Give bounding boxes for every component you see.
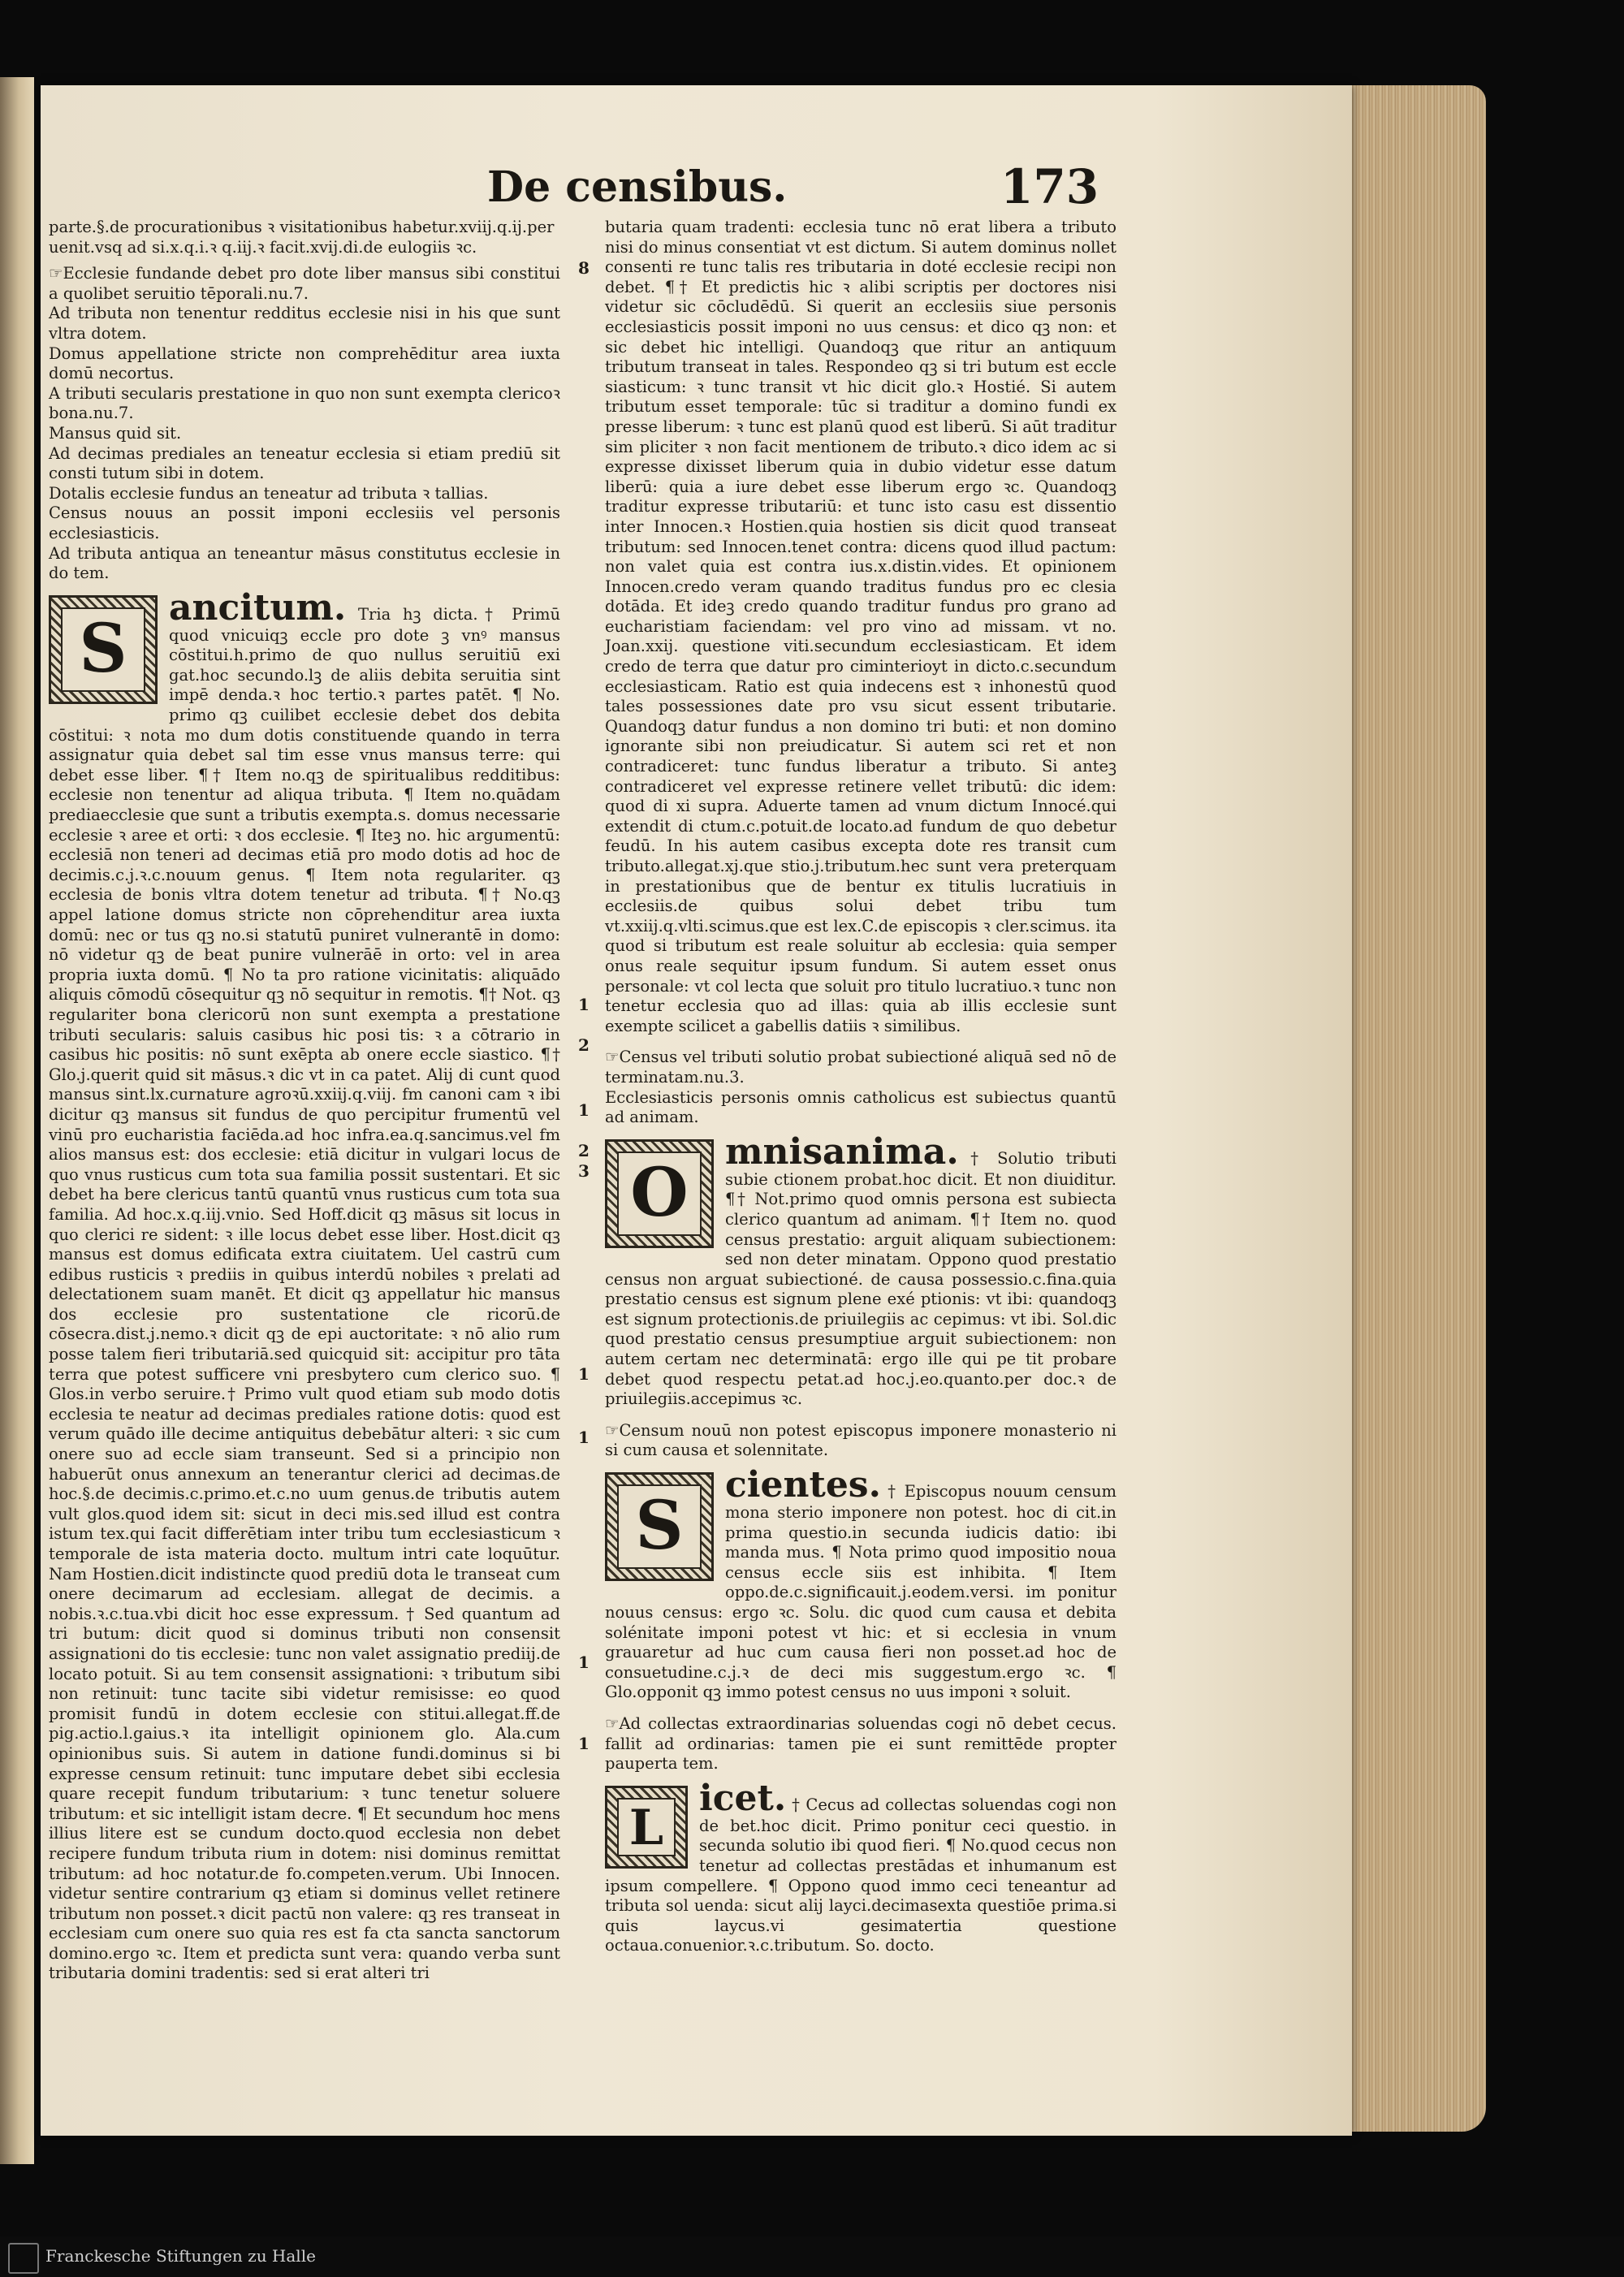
summary-list [49,264,560,584]
commentary-text: Tria hꝫ dicta.† Primū quod vnicuiqꝫ eccle pro dote ꝫ vnꝰ mansus cōstitui.h.primo de quo nullus seruitiū exi gat.hoc secundo.lꝫ de aliis debita seruitia sint impē denda.ꝛ hoc tertio.ꝛ partes patēt. ¶ No. primo qꝫ cuilibet ecclesie debet dos debita cōstitui: ꝛ nota mo dum dotis constituende quando in terra assignatur quia debet sal tim esse vnus mansus terre: qui debet esse liber. ¶† Item no.qꝫ de spiritualibus redditibus: ecclesie non tenentur ad aliqua tributa. ¶ Item no.quādam prediaecclesie que sunt a tributis exempta.s. domus necessarie ecclesie ꝛ aree et orti: ꝛ dos ecclesie. ¶ Iteꝫ no. hic argumentū: ecclesiā non teneri ad decimas etiā pro modo dotis ad hoc de decimis.c.j.ꝛ.c.nouum genus. ¶ Item nota regulariter. qꝫ ecclesia de bonis vltra dotem tenetur ad tributa. ¶† No.qꝫ appel latione domus stricte non cōprehenditur area iuxta domū: nec or tus qꝫ no.si statutū puniret vulnerantē in domo: nō videtur qꝫ de beat punire vulnerāē in orto: vel in area propria iuxta domū. ¶ No ta pro ratione vicinitatis: aliquādo aliquis cōmodū cōsequitur qꝫ nō sequitur in remotis. ¶† Not. qꝫ regulariter bona clericorū non sunt exempta a prestatione tributi secularis: saluis casibus hic posi tis: ꝛ a cōtrario in casibus hic positis: nō sunt exēpta ab onere eccle siastico. ¶† Glo.j.querit quid sit māsus.ꝛ dic vt in ca patet. Alij di cunt quod mansus sint.lx.curnature agroꝛū.xxiij.q.viij. fm canoni cam ꝛ ibi dicitur qꝫ mansus sit fundus de quo percipitur frumentū vel vinū pro eucharistia faciēda.ad hoc infra.ea.q.sancimus.vel fm alios mansus est: dos ecclesie: etiā dicitur in vulgari locus de quo vnus rusticus cum tota sua familia possit sustentari. Et sic debet ha bere clericus tantū quantū vnus rusticus cum tota sua familia. Ad hoc.x.q.iij.vnio. Sed Hoff.dicit qꝫ māsus sit locus in quo clerici re sident: ꝛ ille locus debet esse liber. Host.dicit qꝫ mansus est domus edificata extra ciuitatem. Uel castrū cum edibus rusticis ꝛ prediis in quibus interdū nobiles ꝛ prelati ad delectationem suam manēt. Et dicit qꝫ appellatur hic mansus dos ecclesie pro sustentatione cle ricorū.de cōsecra.dist.j.nemo.ꝛ dicit qꝫ de epi auctoritate: ꝛ nō alio rum posse talem fieri tributariā.sed quicquid sit: accipitur pro tāta terra que potest sufficere vni presbytero cum clerico suo. ¶ Glos.in verbo seruire.† Primo vult quod etiam sub modo dotis ecclesia te neatur ad decimas prediales ratione dotis: quod est verum quādo ille decime antiquitus debebātur alteri: ꝛ sic cum onere suo ad eccle siam transeunt. Sed si a principio non habuerūt onus annexum an tenerantur clerici ad decimas.de hoc.§.de decimis.c.primo.et.c.no uum genus.de tributis autem vult glos.quod idem sit: sicut in deci mis.sed illud est contra istum tex.qui facit differētiam inter tribu tum ecclesiasticum ꝛ temporale de ista materia docto. multum intri cate loquūtur. Nam Hostien.dicit indistincte quod prediū dota le transeat cum onere decimarum ad ecclesiam. allegat de decimis. a nobis.ꝛ.c.tua.vbi dicit hoc esse expressum. † Sed quantum ad tri butum: dicit quod si dominus tributi non consensit assignationi do tis ecclesie: tunc non valet assignatio prediij.de locato potuit. Si au tem consensit assignationi: ꝛ tributum sibi non retinuit: tunc tacite sibi videtur remisisse: eo quod promisit fundū in dotem ecclesie con stitui.allegat.ff.de pig.actio.l.gaius.ꝛ ita intelligit opinionem glo. Ala.cum opinionibus suis. Si autem in datione fundi.dominus si bi expresse censum retinuit: tunc imputare debet sibi ecclesia quare recepit fundum tributarium: ꝛ tunc tenetur soluere tributum: et sic intelligit istam decre. ¶ Et secundum hoc mens illius litere est se cundum docto.quod ecclesia non debet recipere fundum tributa rium in dotem: nisi dominus remittat tributum: ad hoc notatur.de fo.competen.verum. Ubi Innocen. videtur sentire contrarium qꝫ etiam si dominus vellet retinere tributum non posset.ꝛ dicit pactū non valere: qꝫ res transeat in ecclesiam cum onere suo quia res est fa cta sancta sanctorum domino.ergo ꝛc. Item et predicta sunt vera: quando verba sunt tributaria domini tradentis: sed si erat alteri tri [49,604,561,1983]
summary-item: Ad tributa antiqua an teneantur māsus constitutus ecclesie in do tem. [49,543,560,583]
summary-item: Domus appellatione stricte non comprehēditur area iuxta domū necortus. [49,343,560,383]
previous-page-edge [0,77,34,2164]
margin-number: 2 [578,1141,590,1160]
right-column [605,218,1116,1956]
commentary-text: † Cecus ad collectas soluendas cogi non de bet.hoc dicit. Primo ponitur ceci questio. in secunda solutio ibi quod fieri. ¶ No.quod cecus non tenetur ad collectas prestādas et inhumanum est ipsum compellere. ¶ Oppono quod immo ceci teneantur ad tributa sol uenda: sicut alij layci.decimasexta questiōe prima.si quis laycus.vi gesimatertia questione octaua.conuenior.ꝛ.c.tributum. So. docto. [605,1795,1116,1955]
commentary-text: butaria quam tradenti: ecclesia tunc nō erat libera a tributo nisi do minus consentiat vt est dictum. Si autem dominus nollet consenti re tunc talis res tributaria in doté ecclesie recipi non debet. ¶† Et predictis hic ꝛ alibi scriptis per doctores nisi videtur sic cōcludēdū. Si querit an ecclesiis siue personis ecclesiasticis possit imponi no uus census: et dico qꝫ non: et sic debet hic intelligi. Quandoqꝫ que ritur an antiquum tributum transeat in tales. Respondeo qꝫ si tri butum est eccle siasticum: ꝛ tunc transit vt hic dicit glo.ꝛ Hostié. Si autem tributum esset temporale: tūc si traditur a domino fundi ex presse liberum: ꝛ tunc est planū quod est liberū. Si aūt traditur sim pliciter ꝛ non facit mentionem de tributo.ꝛ dico idem ac si expresse dixisset liberum quia in dubio videtur esse datum liberū: quia a iure debet esse liberum ergo ꝛc. Quandoqꝫ traditur expresse tributariū: et tunc isto casu est dissentio inter Innocen.ꝛ Hostien.quia hostien sis dicit quod transeat tributum: sed Innocen.tenet contra: dicens quod illud pactum: non valet quia est contra ius.x.distin.vides. Et opinionem Innocen.credo veram quando traditus fundus pro ec clesia dotāda. Et ideꝫ credo quando traditur fundus pro grano ad eucharistiam faciendam: vel pro vino ad missam. vt no. Joan.xxij. questione viti.secundum ecclesiasticam. Et idem credo de terra que datur pro ciminterioyt in dicto.c.secundum ecclesiasticam. Ratio est quia indecens est ꝛ inhonestū quod tales possessiones date pro vsu sicut essent tributarie. Quandoqꝫ datur fundus a non domino tri buti: et non domino ignorante sibi non preiudicatur. Si autem sci ret et non contradiceret: tunc fundus liberatur a tributo. Si anteꝫ contradiceret vel expresse retinere vellet tributū: dic idem: quod di xi supra. Aduerte tamen ad vnum dictum Innocé.qui extendit di ctum.c.potuit.de locato.ad fundum de quo debetur feudū. In his autem casibus excepta dote res transit cum tributo.allegat.xj.que stio.j.tributum.hec sunt vera preterquam in prestationibus que de bentur ex titulis lucratiuis in ecclesiis.de quibus solui debet tribu tum vt.xxiij.q.vlti.scimus.que est lex.C.de episcopis ꝛ cler.scimus. ita quod si tributum est reale soluitur ab ecclesia: quia semper onus reale sequitur ipsum fundum. Si autem esset onus personale: vt col lecta que soluit pro titulo lucratiuo.ꝛ tunc non tenetur ecclesia quo ad illas: quia ab illis ecclesie sunt exempte scilicet a gabellis datiis ꝛ similibus. [605,218,1116,1035]
summary-item: ☞Ad collectas extraordinarias soluendas cogi nō debet cecus. fallit ad ordinarias: tamen pie ei sunt remittēde propter pauperta tem. [605,1713,1116,1774]
book-page-edges [1344,85,1486,2132]
decorated-initial: S [49,595,158,704]
margin-number: 1 [578,1100,590,1120]
summary-item: Ad tributa non tenentur redditus ecclesie nisi in his que sunt vltra dotem. [49,304,560,343]
section-scientes [605,1421,1116,1703]
summary-item: ☞Census vel tributi solutio probat subiectioné aliquā sed nō de terminatam.nu.3. [605,1048,1116,1087]
decorated-initial: O [605,1139,714,1248]
margin-number: 3 [578,1161,590,1181]
summary-item: Ad decimas prediales an teneatur ecclesia si etiam prediū sit consti tutum sibi in dotem. [49,443,560,483]
commentary-text: † Episcopus nouum censum mona sterio imponere non potest. hoc di cit.in prima questio.in secunda iudicis datio: ibi manda mus. ¶ Nota primo quod impositio noua census eccle siis est inhibita. ¶ Item oppo.de.c.significauit.j.eodem.versi. im ponitur nouus census: ergo ꝛc. Solu. dic quod cum causa et debita solénitate imponi potest vt hic: et si ecclesia in vnum grauaretur ad huc cum causa fieri non posset.ad hoc de consuetudine.c.j.ꝛ de deci mis suggestum.ergo ꝛc. ¶ Glo.opponit qꝫ immo potest census no uus imponi ꝛ soluit. [605,1482,1117,1702]
section-incipit: ancitum. [169,586,347,629]
margin-number: 2 [578,1035,590,1055]
institution-name: Franckesche Stiftungen zu Halle [45,2246,316,2266]
margin-number: 1 [578,1428,590,1447]
section-licet [605,1714,1116,1956]
text-line: uenit.vsq ad si.x.q.i.ꝛ q.iij.ꝛ facit.xvij.di.de eulogiis ꝛc. [49,237,477,257]
decorated-initial: L [605,1786,688,1869]
institution-logo-icon [8,2243,39,2274]
section-incipit: mnisanima. [725,1130,959,1173]
summary-item: A tributi secularis prestatione in quo non sunt exempta clericoꝛ bona.nu.7. [49,383,560,423]
section-incipit: icet. [699,1777,787,1819]
summary-item: ☞Censum nouū non potest episcopus imponere monasterio ni si cum causa et solennitate. [605,1420,1116,1460]
summary-item: Mansus quid sit. [49,423,182,443]
section-incipit: cientes. [725,1464,881,1506]
text-line: parte.§.de procurationibus ꝛ visitationibus habetur.xviij.q.ij.per [49,218,555,236]
summary-item: ☞Ecclesie fundande debet pro dote liber mansus sibi constitui a quolibet seruitio tēporali.nu.7. [49,264,560,303]
commentary-text: † Solutio tributi subie ctionem probat.hoc dicit. Et non diuiditur. ¶† Not.primo quod omnis persona est subiecta clerico quantum ad animam. ¶† Item no. quod census prestatio: arguit aliquam subiectionem: sed non deter minatam. Oppono quod prestatio census non arguat subiectioné. de causa possessio.c.fina.quia prestatio census est signum plene exé ptionis: vt ibi: quandoqꝫ est signum protectionis.de priuilegiis ac cepimus: vt ibi. Sol.dic quod prestatio census presumptiue arguit subiectionem: non autem certam nec determinatā: ergo ille qui pe tit probare debet quod respectu petat.ad hoc.j.eo.quanto.per doc.ꝛ de priuilegiis.accepimus ꝛc. [605,1148,1116,1409]
summary-item: Census nouus an possit imponi ecclesiis vel personis ecclesiasticis. [49,503,560,542]
running-title: De censibus. [487,162,788,212]
margin-number: 1 [578,1364,590,1384]
margin-number: 8 [578,258,590,278]
margin-number: 1 [578,995,590,1014]
decorated-initial: S [605,1472,714,1581]
section-omnis-anima [605,1048,1116,1410]
left-column [49,218,560,1984]
summary-item: Ecclesiasticis personis omnis catholicus est subiectus quantū ad animam. [605,1087,1116,1127]
summary-item: Dotalis ecclesie fundus an teneatur ad tributa ꝛ tallias. [49,483,489,503]
folio-number: 173 [1000,159,1099,214]
margin-number: 1 [578,1653,590,1672]
section-sancitum [49,586,561,1984]
margin-number: 1 [578,1734,590,1753]
footer-bar [0,2236,1624,2277]
